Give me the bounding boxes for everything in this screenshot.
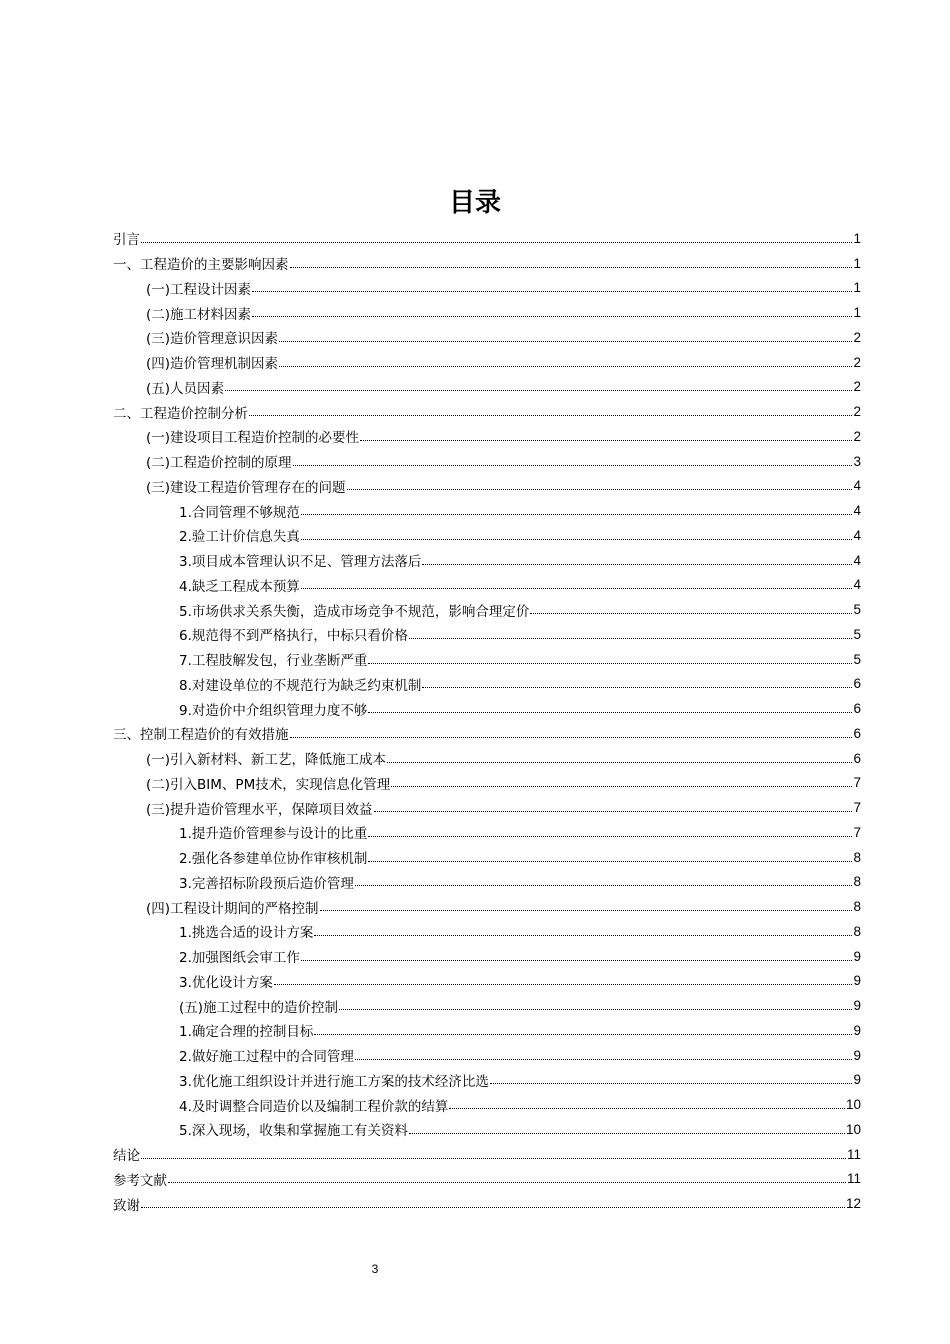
toc-entry[interactable]: [113, 771, 861, 796]
toc-leader-dots: [355, 1059, 853, 1060]
toc-entry-title: (四)造价管理机制因素: [146, 356, 279, 373]
toc-leader-dots: [314, 935, 852, 936]
toc-entry[interactable]: [113, 1191, 861, 1216]
toc-entry[interactable]: [113, 1142, 861, 1167]
toc-leader-dots: [274, 984, 853, 985]
toc-entry-page: 1: [853, 255, 861, 271]
toc-entry[interactable]: [113, 399, 861, 424]
toc-leader-dots: [293, 465, 853, 466]
page-number: 3: [371, 1262, 379, 1276]
toc-entry-title: 3.项目成本管理认识不足、管理方法落后: [179, 554, 422, 571]
toc-entry-page: 5: [853, 651, 861, 667]
toc-leader-dots: [141, 242, 852, 243]
toc-entry[interactable]: [113, 969, 861, 994]
toc-leader-dots: [374, 811, 853, 812]
toc-leader-dots: [301, 960, 853, 961]
toc-entry-page: 8: [853, 899, 861, 915]
toc-leader-dots: [387, 762, 852, 763]
toc-entry[interactable]: [113, 1092, 861, 1117]
toc-entry-title: (二)工程造价控制的原理: [146, 455, 292, 472]
toc-entry-title: (四)工程设计期间的严格控制: [146, 900, 319, 917]
toc-entry-title: (二)引入BIM、PM技术，实现信息化管理: [146, 776, 391, 793]
toc-leader-dots: [290, 737, 853, 738]
toc-leader-dots: [314, 1034, 852, 1035]
toc-leader-dots: [368, 836, 852, 837]
toc-leader-dots: [339, 1009, 852, 1010]
toc-entry-title: 2.验工计价信息失真: [179, 529, 300, 546]
toc-entry[interactable]: [113, 1018, 861, 1043]
toc-entry-title: 1.挑选合适的设计方案: [179, 925, 314, 942]
toc-leader-dots: [347, 489, 853, 490]
toc-entry[interactable]: [113, 498, 861, 523]
toc-entry-title: 2.做好施工过程中的合同管理: [179, 1049, 354, 1066]
toc-entry[interactable]: [113, 573, 861, 598]
toc-entry-page: 6: [853, 701, 861, 717]
toc-entry-page: 1: [853, 280, 861, 296]
toc-entry-title: 6.规范得不到严格执行，中标只看价格: [179, 628, 408, 645]
toc-leader-dots: [368, 663, 852, 664]
toc-entry[interactable]: [113, 944, 861, 969]
toc-entry[interactable]: [113, 424, 861, 449]
toc-entry[interactable]: [113, 746, 861, 771]
toc-leader-dots: [422, 687, 852, 688]
toc-entry-page: 4: [853, 577, 861, 593]
toc-entry-page: 10: [845, 1121, 861, 1137]
toc-leader-dots: [249, 415, 852, 416]
toc-entry-page: 4: [853, 478, 861, 494]
toc-leader-dots: [290, 267, 853, 268]
toc-entry-page: 7: [853, 800, 861, 816]
toc-leader-dots: [490, 1083, 853, 1084]
toc-entry[interactable]: [113, 721, 861, 746]
toc-entry-title: 8.对建设单位的不规范行为缺乏约束机制: [179, 677, 422, 694]
toc-entry[interactable]: [113, 795, 861, 820]
toc-leader-dots: [141, 1158, 846, 1159]
toc-entry-page: 7: [853, 775, 861, 791]
table-of-contents: [113, 226, 861, 1216]
toc-entry-page: 9: [853, 973, 861, 989]
toc-entry-title: (五)人员因素: [146, 380, 225, 397]
toc-entry-title: 2.加强图纸会审工作: [179, 950, 300, 967]
toc-entry-title: 4.及时调整合同造价以及编制工程价款的结算: [179, 1098, 449, 1115]
toc-entry-page: 11: [846, 1171, 861, 1187]
toc-entry[interactable]: [113, 449, 861, 474]
toc-entry-page: 9: [853, 948, 861, 964]
toc-leader-dots: [409, 638, 853, 639]
toc-entry-page: 6: [853, 750, 861, 766]
toc-leader-dots: [279, 366, 852, 367]
toc-entry-page: 9: [853, 1022, 861, 1038]
toc-entry-page: 9: [853, 1047, 861, 1063]
toc-entry-title: 1.确定合理的控制目标: [179, 1024, 314, 1041]
toc-entry-page: 7: [853, 824, 861, 840]
toc-leader-dots: [320, 910, 853, 911]
toc-entry[interactable]: [113, 622, 861, 647]
toc-entry-title: 结论: [113, 1148, 140, 1165]
toc-leader-dots: [301, 539, 853, 540]
toc-entry[interactable]: [113, 474, 861, 499]
toc-entry[interactable]: [113, 696, 861, 721]
toc-leader-dots: [422, 564, 852, 565]
toc-entry-page: 5: [853, 626, 861, 642]
toc-entry-page: 10: [845, 1097, 861, 1113]
toc-entry-page: 2: [853, 354, 861, 370]
toc-entry[interactable]: [113, 1043, 861, 1068]
toc-entry-title: 3.优化施工组织设计并进行施工方案的技术经济比选: [179, 1073, 489, 1090]
toc-leader-dots: [391, 786, 852, 787]
toc-entry-page: 4: [853, 503, 861, 519]
toc-leader-dots: [301, 588, 853, 589]
toc-leader-dots: [409, 1133, 845, 1134]
toc-entry-title: 3.完善招标阶段预后造价管理: [179, 875, 354, 892]
toc-entry[interactable]: [113, 1167, 861, 1192]
toc-entry-title: (一)工程设计因素: [146, 281, 252, 298]
toc-entry[interactable]: [113, 845, 861, 870]
toc-entry[interactable]: [113, 375, 861, 400]
toc-leader-dots: [252, 316, 852, 317]
toc-entry[interactable]: [113, 820, 861, 845]
toc-entry[interactable]: [113, 993, 861, 1018]
toc-entry[interactable]: [113, 350, 861, 375]
toc-entry-title: (三)造价管理意识因素: [146, 331, 279, 348]
toc-leader-dots: [141, 1207, 845, 1208]
toc-entry-title: 5.深入现场，收集和掌握施工有关资料: [179, 1123, 408, 1140]
page-title: 目录: [448, 188, 501, 218]
toc-leader-dots: [360, 440, 852, 441]
toc-entry-title: 三、控制工程造价的有效措施: [113, 727, 289, 744]
toc-entry-page: 12: [845, 1196, 861, 1212]
toc-leader-dots: [301, 514, 853, 515]
toc-entry[interactable]: [113, 548, 861, 573]
toc-entry-title: (三)建设工程造价管理存在的问题: [146, 479, 346, 496]
toc-leader-dots: [279, 341, 852, 342]
toc-entry-title: (一)建设项目工程造价控制的必要性: [146, 430, 360, 447]
toc-entry-title: 3.优化设计方案: [179, 974, 273, 991]
toc-entry-title: 9.对造价中介组织管理力度不够: [179, 702, 368, 719]
toc-entry-title: 7.工程肢解发包，行业垄断严重: [179, 653, 368, 670]
toc-entry-page: 2: [853, 428, 861, 444]
toc-entry-page: 6: [853, 725, 861, 741]
toc-entry[interactable]: [113, 894, 861, 919]
toc-entry-title: (二)施工材料因素: [146, 306, 252, 323]
toc-entry-title: (五)施工过程中的造价控制: [179, 999, 339, 1016]
toc-entry-page: 2: [853, 404, 861, 420]
toc-leader-dots: [368, 861, 852, 862]
toc-leader-dots: [252, 291, 852, 292]
toc-entry[interactable]: [113, 325, 861, 350]
toc-entry-page: 8: [853, 923, 861, 939]
toc-entry[interactable]: [113, 226, 861, 251]
toc-entry-title: 2.强化各参建单位协作审核机制: [179, 851, 368, 868]
toc-leader-dots: [368, 712, 852, 713]
toc-entry-page: 4: [853, 527, 861, 543]
toc-entry-title: 二、工程造价控制分析: [113, 405, 248, 422]
toc-entry-page: 9: [853, 1072, 861, 1088]
toc-entry-page: 3: [853, 453, 861, 469]
toc-entry[interactable]: [113, 919, 861, 944]
toc-entry[interactable]: [113, 523, 861, 548]
toc-entry-title: 一、工程造价的主要影响因素: [113, 257, 289, 274]
toc-entry-title: 4.缺乏工程成本预算: [179, 578, 300, 595]
toc-entry-title: (一)引入新材料、新工艺，降低施工成本: [146, 752, 387, 769]
toc-entry[interactable]: [113, 300, 861, 325]
toc-entry[interactable]: [113, 251, 861, 276]
toc-entry-page: 8: [853, 849, 861, 865]
toc-leader-dots: [355, 885, 853, 886]
toc-entry-title: 参考文献: [113, 1172, 167, 1189]
toc-entry-page: 4: [853, 552, 861, 568]
toc-entry-page: 5: [853, 602, 861, 618]
toc-entry-title: (三)提升造价管理水平，保障项目效益: [146, 801, 373, 818]
toc-entry-page: 2: [853, 329, 861, 345]
toc-leader-dots: [225, 390, 852, 391]
toc-entry-page: 2: [853, 379, 861, 395]
toc-leader-dots: [449, 1108, 845, 1109]
toc-entry-title: 5.市场供求关系失衡，造成市场竞争不规范，影响合理定价: [179, 603, 530, 620]
toc-entry-title: 1.提升造价管理参与设计的比重: [179, 826, 368, 843]
toc-leader-dots: [168, 1182, 846, 1183]
toc-entry-page: 6: [853, 676, 861, 692]
toc-entry-page: 1: [853, 305, 861, 321]
toc-entry[interactable]: [113, 276, 861, 301]
toc-entry-title: 致谢: [113, 1197, 140, 1214]
toc-entry-title: 引言: [113, 232, 140, 249]
toc-entry[interactable]: [113, 870, 861, 895]
toc-entry[interactable]: [113, 1117, 861, 1142]
toc-entry-page: 9: [853, 998, 861, 1014]
toc-entry[interactable]: [113, 597, 861, 622]
toc-entry[interactable]: [113, 672, 861, 697]
toc-entry[interactable]: [113, 647, 861, 672]
toc-entry-page: 1: [853, 230, 861, 246]
toc-entry-page: 8: [853, 874, 861, 890]
toc-entry-title: 1.合同管理不够规范: [179, 504, 300, 521]
toc-leader-dots: [530, 613, 852, 614]
toc-entry-page: 11: [846, 1146, 861, 1162]
toc-entry[interactable]: [113, 1068, 861, 1093]
